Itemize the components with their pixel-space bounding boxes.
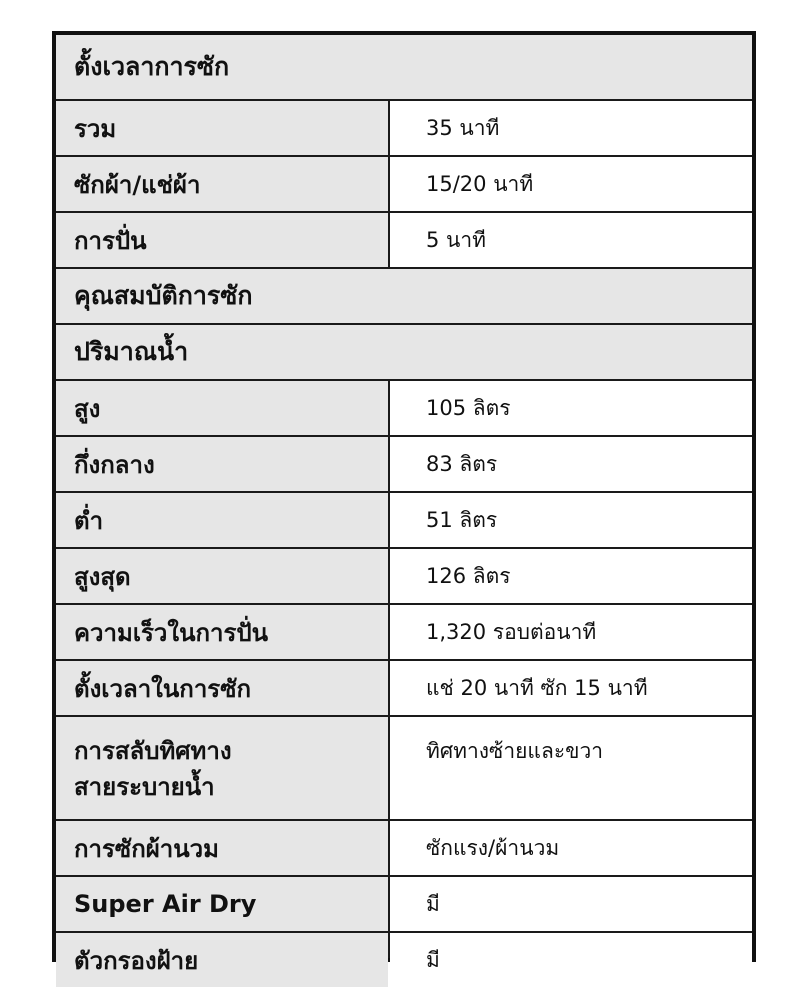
- row-label-lint-filter: ตัวกรองฝ้าย: [56, 933, 388, 987]
- row-label-water-max: สูงสุด: [56, 549, 388, 603]
- row-label-spin: การปั่น: [56, 213, 388, 267]
- row-value-water-max: 126 ลิตร: [390, 549, 752, 603]
- row-value-water-high: 105 ลิตร: [390, 381, 752, 435]
- row-label-water-low: ต่ำ: [56, 493, 388, 547]
- row-value-spin-speed: 1,320 รอบต่อนาที: [390, 605, 752, 659]
- row-label-drain-direction-line2: สายระบายน้ำ: [74, 773, 215, 801]
- row-label-drain-direction: [56, 717, 388, 819]
- row-value-water-low: 51 ลิตร: [390, 493, 752, 547]
- row-value-wash-soak: 15/20 นาที: [390, 157, 752, 211]
- row-label-spin-speed: ความเร็วในการปั่น: [56, 605, 388, 659]
- row-label-blanket-wash: การซักผ้านวม: [56, 821, 388, 875]
- row-value-super-air-dry: มี: [390, 877, 752, 931]
- section-header-wash-properties: คุณสมบัติการซัก: [56, 269, 752, 323]
- section-header-wash-timer: ตั้งเวลาการซัก: [56, 35, 752, 99]
- row-value-wash-timer: แช่ 20 นาที ซัก 15 นาที: [390, 661, 752, 715]
- row-value-blanket-wash: ซักแรง/ผ้านวม: [390, 821, 752, 875]
- row-value-total: 35 นาที: [390, 101, 752, 155]
- row-label-wash-soak: ซักผ้า/แช่ผ้า: [56, 157, 388, 211]
- row-value-lint-filter: มี: [390, 933, 752, 987]
- row-label-wash-timer: ตั้งเวลาในการซัก: [56, 661, 388, 715]
- spec-table: [52, 31, 756, 975]
- row-label-super-air-dry: Super Air Dry: [56, 877, 388, 931]
- row-label-drain-direction-line1: การสลับทิศทาง: [74, 737, 232, 765]
- row-value-spin: 5 นาที: [390, 213, 752, 267]
- row-value-water-medium: 83 ลิตร: [390, 437, 752, 491]
- row-label-water-medium: กึ่งกลาง: [56, 437, 388, 491]
- section-header-water-amount: ปริมาณน้ำ: [56, 325, 752, 379]
- row-label-total: รวม: [56, 101, 388, 155]
- row-label-water-high: สูง: [56, 381, 388, 435]
- row-value-drain-direction: ทิศทางซ้ายและขวา: [390, 717, 752, 819]
